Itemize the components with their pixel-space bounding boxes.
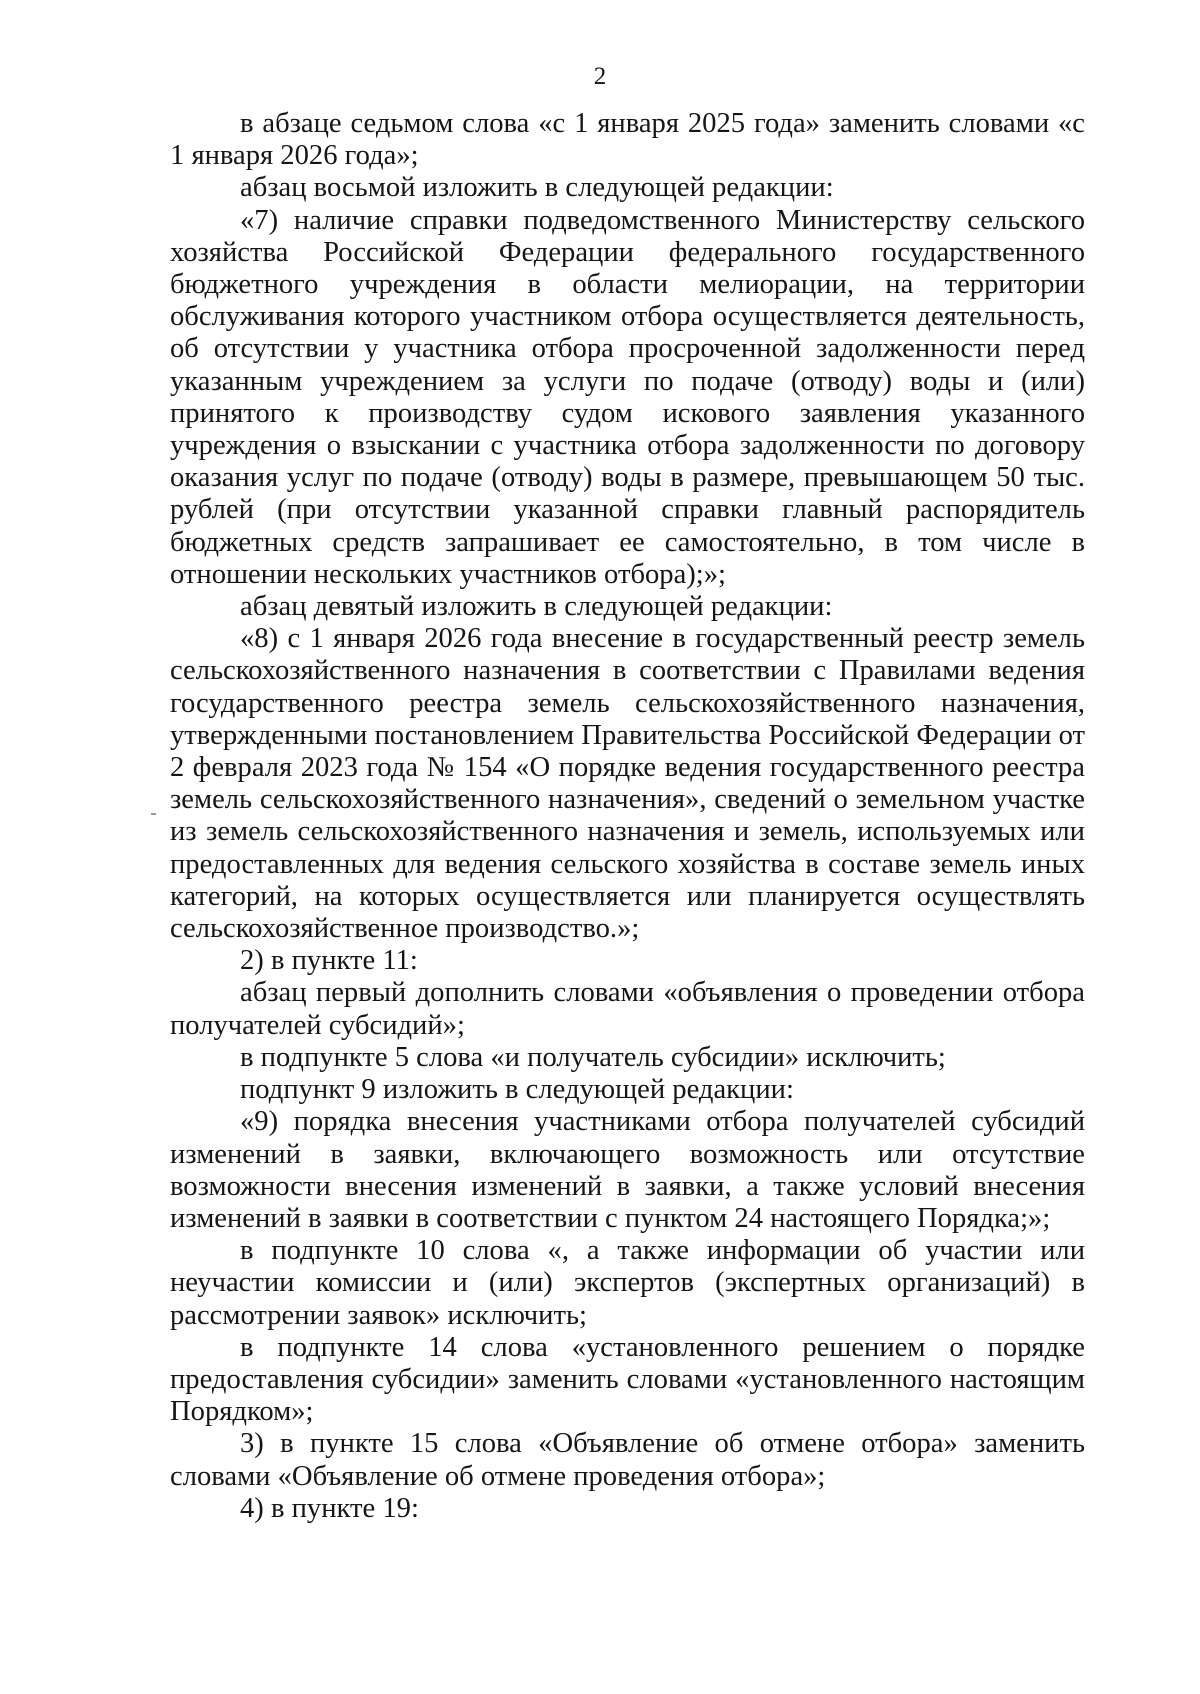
paragraph: «8) с 1 января 2026 года внесение в государственный реестр земель сельскохозяйственного назначения в соответствии с Правилами ведения государственного реестра земель сельскохозяйственного назначения, утвержденными постановлением Правительства Российской Федерации от 2 февраля 2023 года № 154 «О порядке ведения государственного реестра земель сельскохозяйственного назначения», сведений о земельном участке из земель сельскохозяйственного назначения и земель, используемых или предоставленных для ведения сельского хозяйства в составе земель иных категорий, на которых осуществляется или планируется осуществлять сельскохозяйственное производство.»;: [170, 623, 1085, 945]
paragraph: «9) порядка внесения участниками отбора получателей субсидий изменений в заявки, включающего возможность или отсутствие возможности внесения изменений в заявки, а также условий внесения изменений в заявки в соответствии с пунктом 24 настоящего Порядка;»;: [170, 1106, 1085, 1234]
paragraph: в подпункте 5 слова «и получатель субсидии» исключить;: [240, 1041, 946, 1073]
paragraph: абзац восьмой изложить в следующей редакции:: [240, 172, 834, 204]
paragraph: в подпункте 14 слова «установленного решением о порядке предоставления субсидии» заменить словами «установленного настоящим Порядком»;: [170, 1331, 1085, 1428]
paragraph: 3) в пункте 15 слова «Объявление об отмене отбора» заменить словами «Объявление об отмене проведения отбора»;: [170, 1428, 1085, 1492]
paragraph: абзац первый дополнить словами «объявления о проведении отбора получателей субсидий»;: [170, 977, 1085, 1041]
paragraph: подпункт 9 изложить в следующей редакции:: [240, 1074, 794, 1106]
paragraph: 4) в пункте 19:: [240, 1492, 419, 1524]
paragraph: «7) наличие справки подведомственного Министерству сельского хозяйства Российской Федерации федерального государственного бюджетного учреждения в области мелиорации, на территории обслуживания которого участником отбора осуществляется деятельность, об отсутствии у участника отбора просроченной задолженности перед указанным учреждением за услуги по подаче (отводу) воды и (или) принятого к производству судом искового заявления указанного учреждения о взыскании с участника отбора задолженности по договору оказания услуг по подаче (отводу) воды в размере, превышающем 50 тыс. рублей (при отсутствии указанной справки главный распорядитель бюджетных средств запрашивает ее самостоятельно, в том числе в отношении нескольких участников отбора);»;: [170, 204, 1085, 590]
paragraph: в абзаце седьмом слова «с 1 января 2025 года» заменить словами «с 1 января 2026 года»;: [170, 108, 1085, 172]
page-number: 2: [593, 63, 607, 90]
paragraph: 2) в пункте 11:: [240, 945, 418, 977]
document-body: [170, 108, 1085, 1525]
paragraph: абзац девятый изложить в следующей редакции:: [240, 591, 833, 623]
paragraph: в подпункте 10 слова «, а также информации об участии или неучастии комиссии и (или) экспертов (экспертных организаций) в рассмотрении заявок» исключить;: [170, 1235, 1085, 1331]
scan-speck: [151, 813, 156, 815]
